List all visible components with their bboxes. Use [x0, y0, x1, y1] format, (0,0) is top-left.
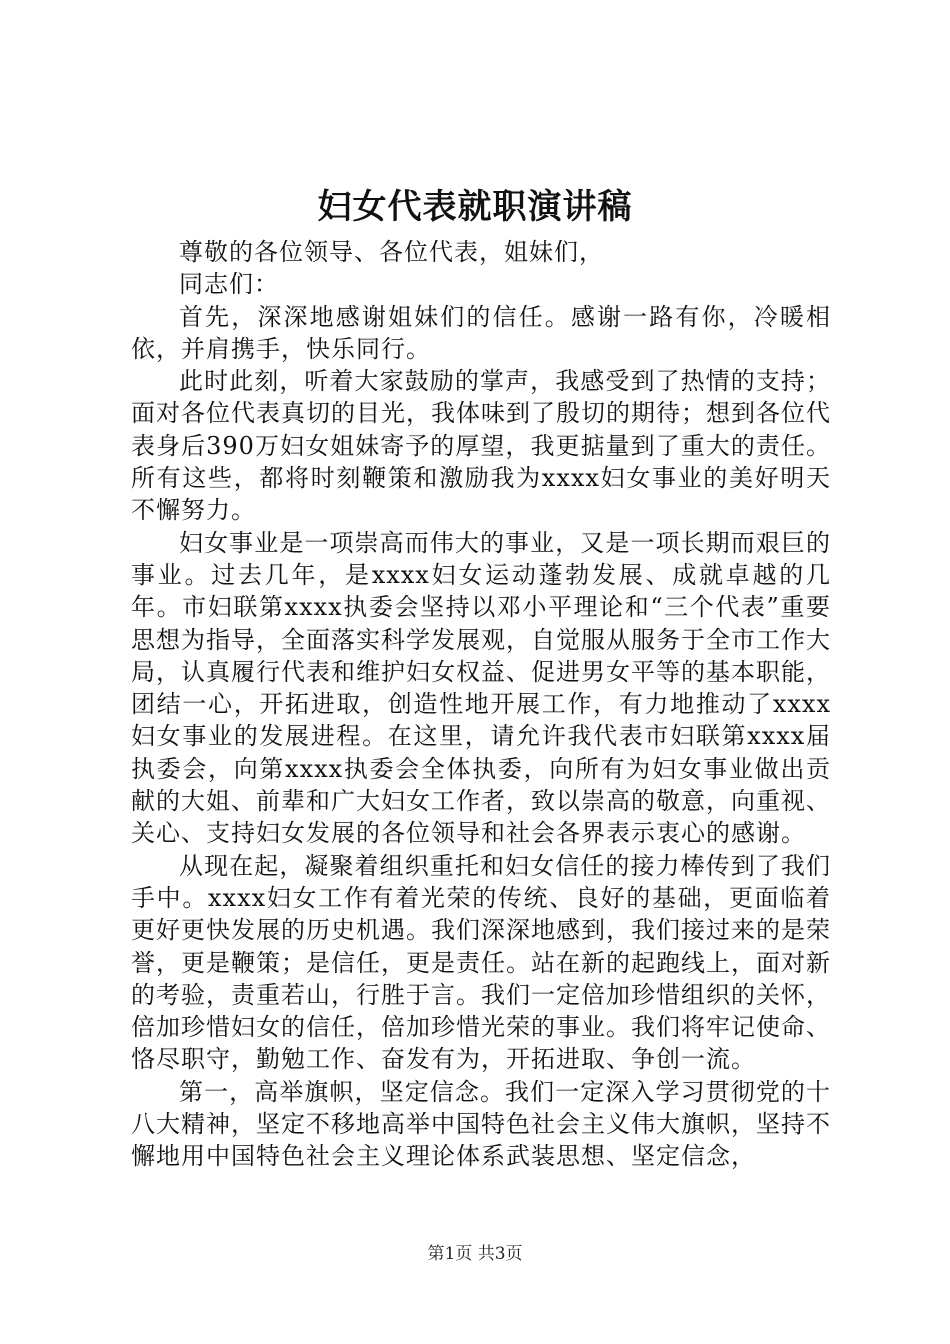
paragraph: 首先，深深地感谢姐妹们的信任。感谢一路有你，冷暖相依，并肩携手，快乐同行。	[131, 302, 831, 363]
paragraph: 妇女事业是一项崇高而伟大的事业，又是一项长期而艰巨的事业。过去几年，是xxxx妇女运动蓬勃发展、成就卓越的几年。市妇联第xxxx执委会坚持以邓小平理论和“三个代表”重要思想为指导，全面落实科学发展观，自觉服从服务于全市工作大局，认真履行代表和维护妇女权益、促进男女平等的基本职能，团结一心，开拓进取，创造性地开展工作，有力地推动了xxxx妇女事业的发展进程。在这里，请允许我代表市妇联第xxxx届执委会，向第xxxx执委会全体执委，向所有为妇女事业做出贡献的大姐、前辈和广大妇女工作者，致以崇高的敬意，向重视、关心、支持妇女发展的各位领导和社会各界表示衷心的感谢。	[131, 528, 831, 848]
document-body	[131, 236, 831, 1173]
document-title: 妇女代表就职演讲稿	[317, 187, 633, 227]
paragraph-salutation: 尊敬的各位领导、各位代表，姐妹们，	[179, 238, 604, 266]
paragraph: 此时此刻，听着大家鼓励的掌声，我感受到了热情的支持；面对各位代表真切的目光，我体味到了殷切的期待；想到各位代表身后390万妇女姐妹寄予的厚望，我更掂量到了重大的责任。所有这些，都将时刻鞭策和激励我为xxxx妇女事业的美好明天不懈努力。	[131, 367, 831, 525]
page-number-footer: 第1页 共3页	[427, 1244, 523, 1264]
paragraph: 从现在起，凝聚着组织重托和妇女信任的接力棒传到了我们手中。xxxx妇女工作有着光荣的传统、良好的基础，更面临着更好更快发展的历史机遇。我们深深地感到，我们接过来的是荣誉，更是鞭策；是信任，更是责任。站在新的起跑线上，面对新的考验，责重若山，行胜于言。我们一定倍加珍惜组织的关怀，倍加珍惜妇女的信任，倍加珍惜光荣的事业。我们将牢记使命、恪尽职守，勤勉工作、奋发有为，开拓进取、争创一流。	[131, 851, 831, 1074]
paragraph-salutation-2: 同志们：	[179, 270, 279, 299]
paragraph: 第一，高举旗帜，坚定信念。我们一定深入学习贯彻党的十八大精神，坚定不移地高举中国特色社会主义伟大旗帜，坚持不懈地用中国特色社会主义理论体系武装思想、坚定信念，	[131, 1077, 831, 1171]
